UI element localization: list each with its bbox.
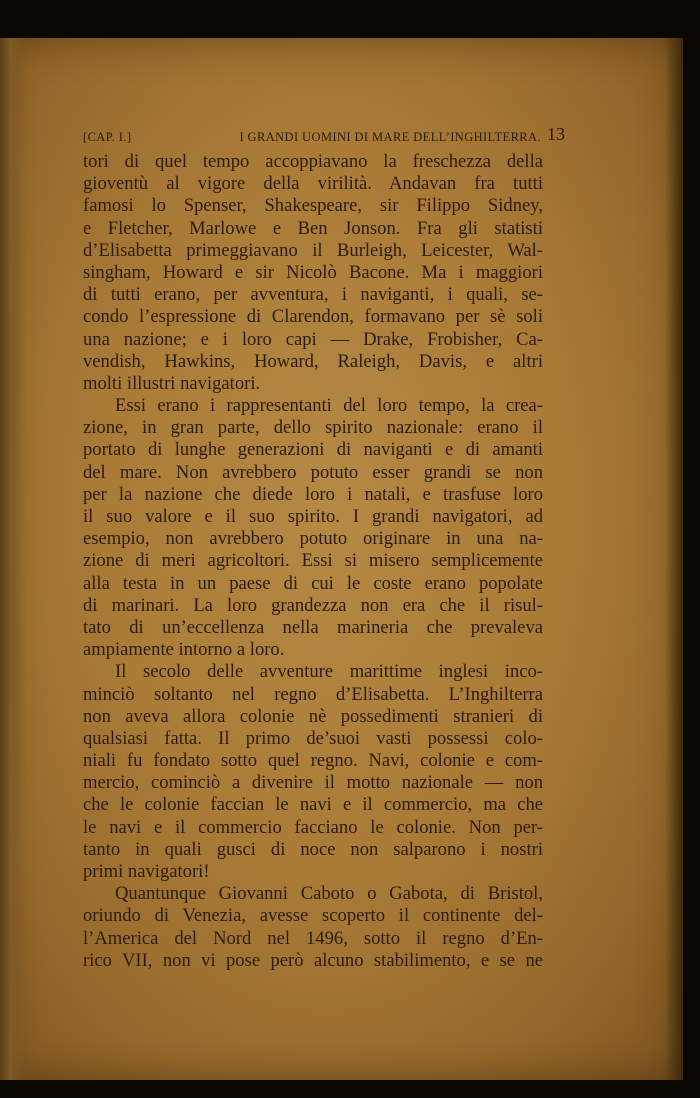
text-line: tori di quel tempo accoppiavano la freschezza della xyxy=(83,151,543,172)
text-line: d’Elisabetta primeggiavano il Burleigh, Leicester, Wal- xyxy=(83,239,543,261)
running-title: I GRANDI UOMINI DI MARE DELL’INGHILTERRA. xyxy=(239,130,541,144)
text-line: zione di meri agricoltori. Essi si misero semplicemente xyxy=(83,550,543,572)
text-line: ampiamente intorno a loro. xyxy=(83,639,285,661)
text-line: minciò soltanto nel regno d’Elisabetta. L’Inghilterra xyxy=(83,683,543,705)
text-line: vendish, Hawkins, Howard, Raleigh, Davis, e altri xyxy=(83,350,543,372)
text-line: rico VII, non vi pose però alcuno stabilimento, e se ne xyxy=(83,949,543,971)
text-line: molti illustri navigatori. xyxy=(83,372,261,394)
text-line: niali fu fondato sotto quel regno. Navi, colonie e com- xyxy=(83,750,543,772)
running-header xyxy=(83,130,541,152)
text-line: mercio, cominciò a divenire il motto nazionale — non xyxy=(83,772,543,794)
text-line: Essi erano i rappresentanti del loro tempo, la crea- xyxy=(115,395,543,417)
text-line: zione, in gran parte, dello spirito nazionale: erano il xyxy=(83,417,543,439)
book-page xyxy=(0,38,683,1080)
text-line: che le colonie faccian le navi e il commercio, ma che xyxy=(83,794,543,816)
text-line: qualsiasi fatta. Il primo de’suoi vasti possessi colo- xyxy=(83,727,543,749)
chapter-label: [CAP. I.] xyxy=(83,130,132,144)
text-line: primi navigatori! xyxy=(83,861,210,882)
text-line: l’America del Nord nel 1496, sotto il regno d’En- xyxy=(83,927,543,949)
text-line: le navi e il commercio facciano le colonie. Non per- xyxy=(83,816,543,838)
text-line: di tutti erano, per avventura, i naviganti, i quali, se- xyxy=(83,284,543,306)
text-line: il suo valore e il suo spirito. I grandi navigatori, ad xyxy=(83,506,543,527)
text-line: tato di un’eccellenza nella marineria che prevaleva xyxy=(83,616,543,638)
text-line: alla testa in un paese di cui le coste erano popolate xyxy=(83,572,543,594)
text-line: una nazione; e i loro capi — Drake, Frobisher, Ca- xyxy=(83,328,543,350)
body-text xyxy=(83,151,543,972)
text-line: famosi lo Spenser, Shakespeare, sir Filippo Sidney, xyxy=(83,195,543,217)
text-line: Quantunque Giovanni Caboto o Gabota, di Bristol, xyxy=(115,883,543,905)
text-line: singham, Howard e sir Nicolò Bacone. Ma i maggiori xyxy=(83,261,543,283)
text-line: oriundo di Venezia, avesse scoperto il continente del- xyxy=(83,905,543,927)
text-line: tanto in quali gusci di noce non salparono i nostri xyxy=(83,838,543,860)
text-line: e Fletcher, Marlowe e Ben Jonson. Fra gli statisti xyxy=(83,217,543,239)
text-line: condo l’espressione di Clarendon, formavano per sè soli xyxy=(83,306,543,328)
text-line: esempio, non avrebbero potuto originare in una na- xyxy=(83,528,543,550)
page-number: 13 xyxy=(547,124,565,144)
text-line: non aveva allora colonie nè possedimenti stranieri di xyxy=(83,705,543,727)
text-line: per la nazione che diede loro i natali, e trasfuse loro xyxy=(83,483,543,505)
text-line: di marinari. La loro grandezza non era che il risul- xyxy=(83,594,543,616)
text-line: portato di lunghe generazioni di naviganti e di amanti xyxy=(83,439,543,461)
text-line: gioventù al vigore della virilità. Andavan fra tutti xyxy=(83,173,543,195)
text-line: del mare. Non avrebbero potuto esser grandi se non xyxy=(83,461,543,483)
text-line: Il secolo delle avventure marittime inglesi inco- xyxy=(115,661,543,683)
